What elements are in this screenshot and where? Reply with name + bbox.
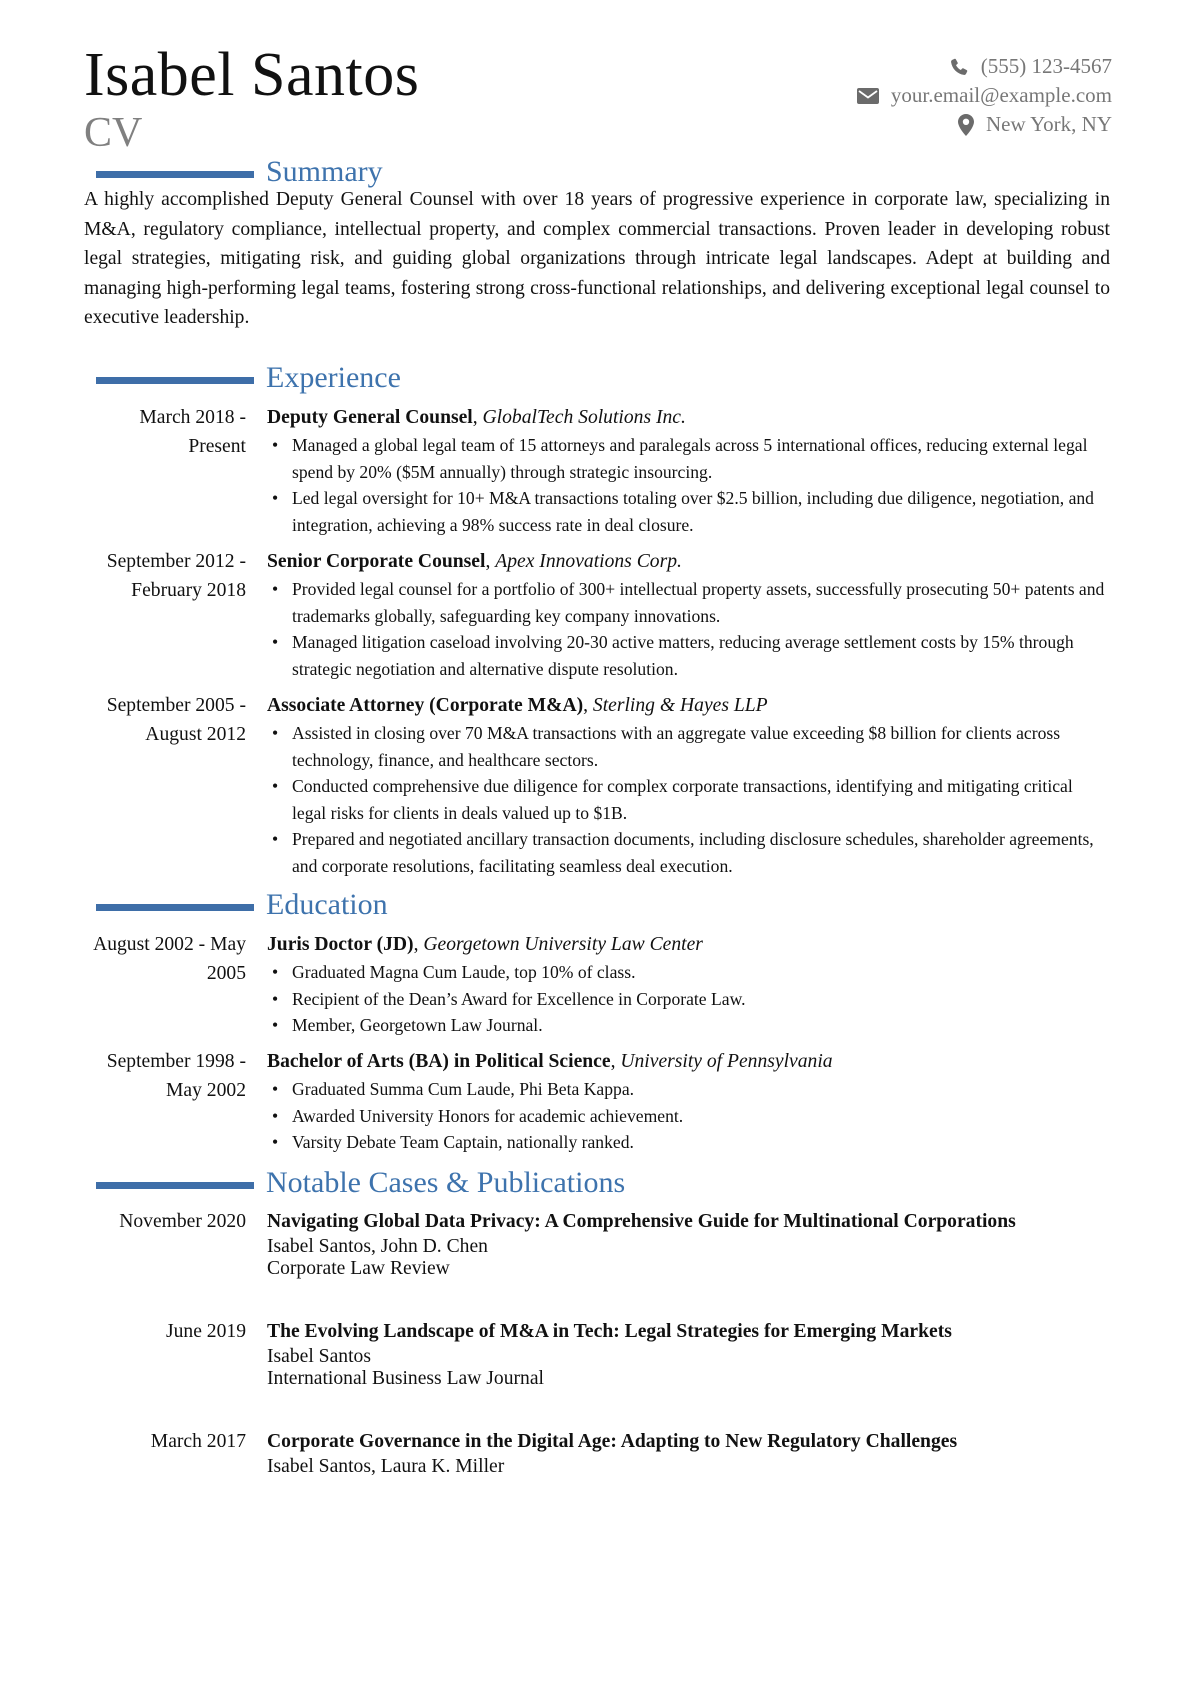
degree-title: Juris Doctor (JD)	[267, 934, 414, 955]
publication-venue: Corporate Law Review	[267, 1258, 450, 1279]
bullet-item: • Recipient of the Dean’s Award for Excellence in Corporate Law.	[267, 986, 1110, 1013]
entry-date: March 2018 - Present	[139, 407, 246, 457]
bullet-list	[267, 576, 1110, 682]
section-bar	[96, 1182, 254, 1189]
bullet-item: • Prepared and negotiated ancillary transaction documents, including disclosure schedules, shareholder agreements, and corporate resolutions, facilitating seamless deal execution.	[267, 826, 1110, 879]
bullet-item: • Assisted in closing over 70 M&A transactions with an aggregate value exceeding $8 billion for clients across technology, finance, and healthcare sectors.	[267, 720, 1110, 773]
contact-location	[857, 110, 1112, 139]
bullet-item: • Conducted comprehensive due diligence for complex corporate transactions, identifying and mitigating critical legal risks for clients in deals valued up to $1B.	[267, 773, 1110, 826]
entry-heading: Juris Doctor (JD), Georgetown University Law Center	[267, 934, 703, 955]
location-text: New York, NY	[985, 112, 1112, 136]
entry-date: June 2019	[165, 1321, 246, 1342]
contact-info	[857, 52, 1112, 139]
entry-date: August 2002 - May 2005	[93, 934, 246, 984]
bullet-item: • Graduated Summa Cum Laude, Phi Beta Kappa.	[267, 1076, 1110, 1103]
publication-authors: Isabel Santos, Laura K. Miller	[267, 1456, 505, 1477]
bullet-list	[267, 959, 1110, 1039]
entry-date: September 2012 - February 2018	[106, 551, 246, 601]
section-header-publications	[96, 1165, 625, 1201]
section-title: Education	[266, 888, 388, 921]
degree-title: Bachelor of Arts (BA) in Political Science	[267, 1051, 611, 1072]
section-title: Experience	[266, 361, 401, 394]
job-title: Deputy General Counsel	[267, 407, 473, 428]
entry-date: September 1998 - May 2002	[106, 1051, 246, 1101]
envelope-icon	[857, 88, 879, 104]
school-name: Georgetown University Law Center	[423, 934, 703, 955]
bullet-list	[267, 432, 1110, 538]
phone-icon	[949, 57, 969, 77]
entry-date: March 2017	[150, 1431, 246, 1452]
publication-title: Navigating Global Data Privacy: A Comprehensive Guide for Multinational Corporations	[267, 1211, 1016, 1232]
publication-authors: Isabel Santos, John D. Chen	[267, 1236, 488, 1257]
entry-heading: Deputy General Counsel, GlobalTech Solutions Inc.	[267, 407, 686, 428]
section-bar	[96, 904, 254, 911]
company-name: Sterling & Hayes LLP	[592, 695, 768, 716]
bullet-item: • Managed a global legal team of 15 attorneys and paralegals across 5 international offices, reducing external legal spend by 20% ($5M annually) through strategic insourcing.	[267, 432, 1110, 485]
section-header-education	[96, 887, 388, 923]
summary-text: A highly accomplished Deputy General Counsel with over 18 years of progressive experience in corporate law, specializing in M&A, regulatory compliance, intellectual property, and complex commercial transactions. Proven leader in developing robust legal strategies, mitigating risk, and guiding global organizations through intricate legal landscapes. Adept at building and managing high-performing legal teams, fostering strong cross-functional relationships, and delivering exceptional legal counsel to executive leadership.	[84, 189, 1110, 328]
contact-phone	[857, 52, 1112, 81]
bullet-item: • Graduated Magna Cum Laude, top 10% of class.	[267, 959, 1110, 986]
bullet-item: • Member, Georgetown Law Journal.	[267, 1012, 1110, 1039]
entry-heading: Associate Attorney (Corporate M&A), Sterling & Hayes LLP	[267, 695, 768, 716]
job-title: Associate Attorney (Corporate M&A)	[267, 695, 584, 716]
document-subtitle: CV	[84, 110, 143, 156]
entry-heading: Bachelor of Arts (BA) in Political Science, University of Pennsylvania	[267, 1051, 833, 1072]
location-pin-icon	[958, 114, 974, 136]
school-name: University of Pennsylvania	[620, 1051, 833, 1072]
section-title: Summary	[266, 155, 383, 188]
section-bar	[96, 377, 254, 384]
bullet-item: • Led legal oversight for 10+ M&A transactions totaling over $2.5 billion, including due diligence, negotiation, and integration, achieving a 98% success rate in deal closure.	[267, 485, 1110, 538]
bullet-item: • Provided legal counsel for a portfolio of 300+ intellectual property assets, successfully prosecuting 50+ patents and trademarks globally, safeguarding key company innovations.	[267, 576, 1110, 629]
company-name: GlobalTech Solutions Inc.	[482, 407, 686, 428]
contact-email	[857, 81, 1112, 110]
bullet-list	[267, 720, 1110, 879]
bullet-item: • Awarded University Honors for academic achievement.	[267, 1103, 1110, 1130]
bullet-item: • Managed litigation caseload involving 20-30 active matters, reducing average settlement costs by 15% through strategic negotiation and alternative dispute resolution.	[267, 629, 1110, 682]
publication-title: Corporate Governance in the Digital Age: Adapting to New Regulatory Challenges	[267, 1431, 958, 1452]
entry-heading: Senior Corporate Counsel, Apex Innovations Corp.	[267, 551, 682, 572]
section-bar	[96, 171, 254, 178]
phone-text: (555) 123-4567	[980, 54, 1112, 78]
job-title: Senior Corporate Counsel	[267, 551, 486, 572]
bullet-list	[267, 1076, 1110, 1156]
entry-date: November 2020	[119, 1211, 246, 1232]
publication-title: The Evolving Landscape of M&A in Tech: Legal Strategies for Emerging Markets	[267, 1321, 952, 1342]
company-name: Apex Innovations Corp.	[495, 551, 682, 572]
person-name: Isabel Santos	[84, 41, 420, 109]
section-title: Notable Cases & Publications	[266, 1166, 626, 1199]
entry-date: September 2005 - August 2012	[106, 695, 246, 745]
email-link[interactable]: your.email@example.com	[890, 83, 1112, 107]
publication-authors: Isabel Santos	[267, 1346, 371, 1367]
bullet-item: • Varsity Debate Team Captain, nationally ranked.	[267, 1129, 1110, 1156]
section-header-experience	[96, 360, 401, 396]
publication-venue: International Business Law Journal	[267, 1368, 544, 1389]
